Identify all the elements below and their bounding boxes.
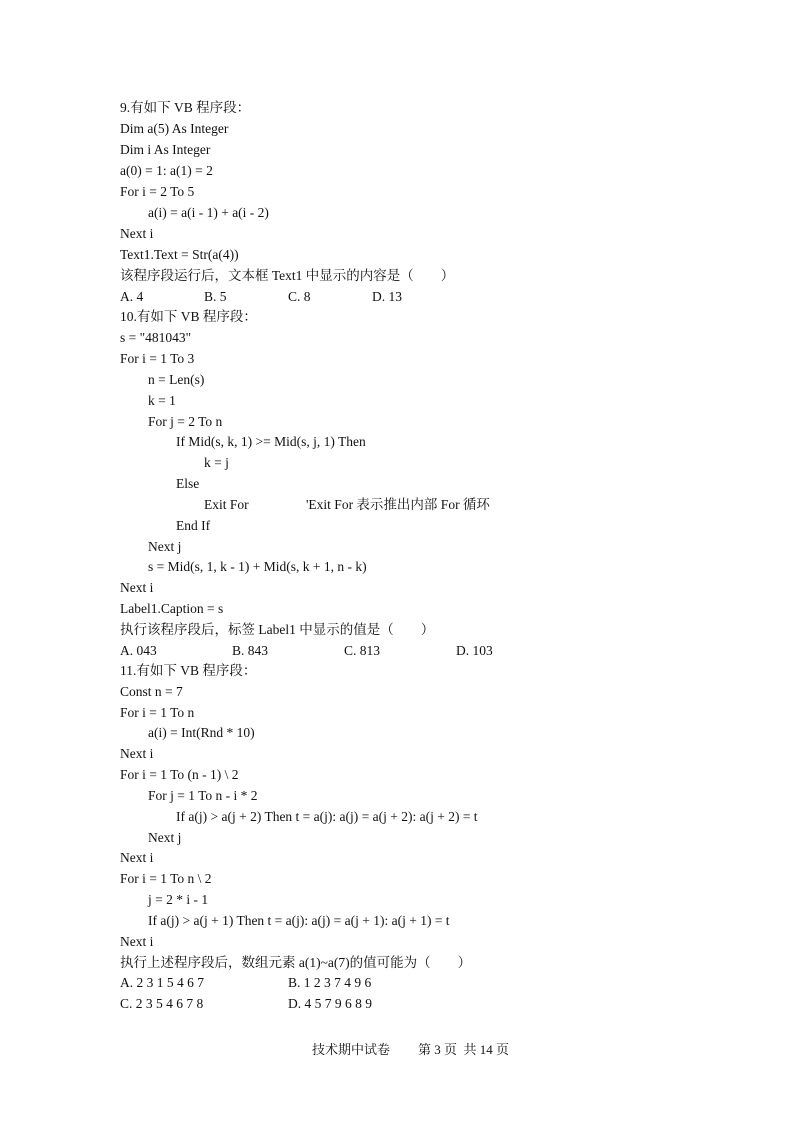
q10-code-line: Exit For xyxy=(204,497,249,512)
q10-code-line: k = 1 xyxy=(148,393,176,408)
q10-question: 执行该程序段后，标签 Label1 中显示的值是（ ） xyxy=(120,622,435,637)
q11-code-line: Next j xyxy=(148,830,182,845)
q11-option-d: D. 4 5 7 9 6 8 9 xyxy=(288,996,372,1011)
q10-code-line: Next j xyxy=(148,539,182,554)
q11-code-line: Const n = 7 xyxy=(120,684,183,699)
q10-option-b: B. 843 xyxy=(232,643,269,658)
q9-code-line: Dim a(5) As Integer xyxy=(120,121,229,136)
q9-code-line: Text1.Text = Str(a(4)) xyxy=(120,247,239,262)
q10-option-d: D. 103 xyxy=(456,643,493,658)
q10-code-comment: 'Exit For 表示推出内部 For 循环 xyxy=(306,497,490,512)
q11-code-line: For i = 1 To n xyxy=(120,705,195,720)
q10-code-line: For i = 1 To 3 xyxy=(120,351,195,366)
q9-code-line: For i = 2 To 5 xyxy=(120,184,195,199)
q11-option-c: C. 2 3 5 4 6 7 8 xyxy=(120,996,204,1011)
q9-code-line: a(i) = a(i - 1) + a(i - 2) xyxy=(148,205,269,220)
q9-question: 该程序段运行后，文本框 Text1 中显示的内容是（ ） xyxy=(120,268,455,283)
q10-code-line: Next i xyxy=(120,580,154,595)
q10-code-line: End If xyxy=(176,518,211,533)
q10-code-line: For j = 2 To n xyxy=(148,414,223,429)
q11-title: 11.有如下 VB 程序段： xyxy=(120,663,257,678)
q9-title: 9.有如下 VB 程序段： xyxy=(120,100,251,115)
q10-code-line: Else xyxy=(176,476,200,491)
q11-code-line: Next i xyxy=(120,934,154,949)
q11-code-line: Next i xyxy=(120,850,154,865)
q9-option-d: D. 13 xyxy=(372,289,402,304)
q11-code-line: For i = 1 To n \ 2 xyxy=(120,871,212,886)
q10-code-line: n = Len(s) xyxy=(148,372,205,387)
q9-option-a: A. 4 xyxy=(120,289,144,304)
q11-code-line: j = 2 * i - 1 xyxy=(148,892,209,907)
q11-code-line: Next i xyxy=(120,746,154,761)
q10-code-line: k = j xyxy=(204,455,229,470)
q10-code-line: s = "481043" xyxy=(120,330,192,345)
q9-option-b: B. 5 xyxy=(204,289,227,304)
q9-option-c: C. 8 xyxy=(288,289,311,304)
q10-option-a: A. 043 xyxy=(120,643,157,658)
q9-code-line: a(0) = 1: a(1) = 2 xyxy=(120,163,213,178)
q11-option-b: B. 1 2 3 7 4 9 6 xyxy=(288,975,372,990)
footer-exam-name: 技术期中试卷 xyxy=(312,1042,391,1057)
footer-page-number: 第 3 页 共 14 页 xyxy=(418,1042,510,1057)
q11-code-line: For j = 1 To n - i * 2 xyxy=(148,788,258,803)
q11-question: 执行上述程序段后，数组元素 a(1)~a(7)的值可能为（ ） xyxy=(120,955,472,970)
q10-code-line: s = Mid(s, 1, k - 1) + Mid(s, k + 1, n - k) xyxy=(148,559,367,574)
q10-title: 10.有如下 VB 程序段： xyxy=(120,309,257,324)
q11-code-line: If a(j) > a(j + 2) Then t = a(j): a(j) = a(j + 2): a(j + 2) = t xyxy=(176,809,478,824)
q10-code-line: If Mid(s, k, 1) >= Mid(s, j, 1) Then xyxy=(176,434,366,449)
q11-code-line: a(i) = Int(Rnd * 10) xyxy=(148,725,255,740)
q9-code-line: Next i xyxy=(120,226,154,241)
q11-option-a: A. 2 3 1 5 4 6 7 xyxy=(120,975,204,990)
q10-code-line: Label1.Caption = s xyxy=(120,601,224,616)
q11-code-line: If a(j) > a(j + 1) Then t = a(j): a(j) = a(j + 1): a(j + 1) = t xyxy=(148,913,450,928)
q10-option-c: C. 813 xyxy=(344,643,381,658)
q11-code-line: For i = 1 To (n - 1) \ 2 xyxy=(120,767,239,782)
q9-code-line: Dim i As Integer xyxy=(120,142,211,157)
